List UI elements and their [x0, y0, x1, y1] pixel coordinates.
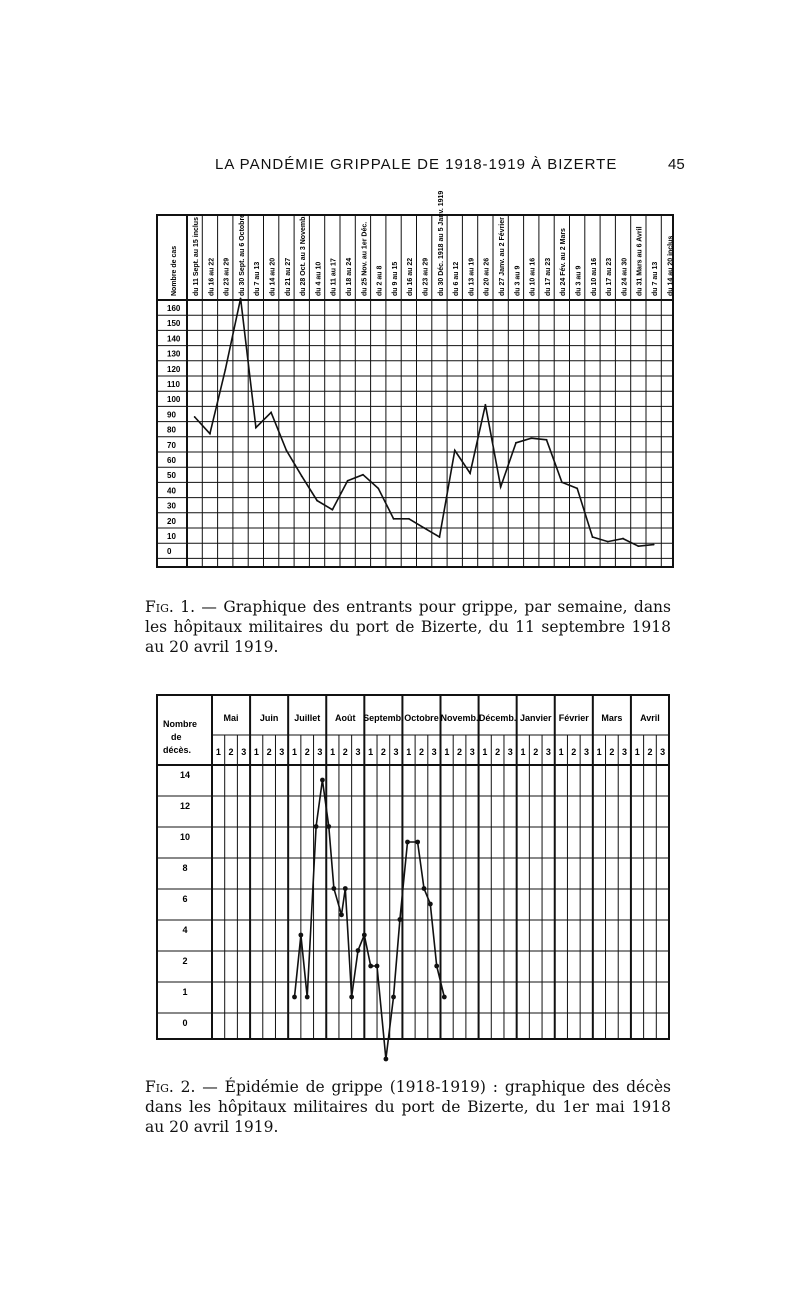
month-label: Mars	[601, 713, 623, 723]
y-tick-label: 100	[167, 395, 181, 405]
month-label: Août	[335, 713, 356, 723]
data-point	[442, 995, 447, 1000]
data-point	[439, 536, 441, 538]
data-point	[368, 964, 373, 969]
category-label: du 17 au 23	[544, 257, 552, 296]
category-label: du 3 au 9	[514, 265, 522, 296]
data-point	[349, 995, 354, 1000]
data-point	[653, 544, 655, 546]
category-label: du 2 au 8	[376, 265, 384, 296]
subdivision-label: 1	[558, 747, 564, 757]
month-label: Juillet	[294, 713, 321, 723]
data-point	[301, 475, 303, 477]
data-point	[397, 917, 402, 922]
subdivision-label: 1	[634, 747, 640, 757]
category-label: du 4 au 10	[315, 261, 323, 296]
data-point	[362, 933, 367, 938]
category-label: du 11 au 17	[330, 258, 338, 296]
subdivision-label: 1	[482, 747, 488, 757]
y-tick-label: 0	[182, 1018, 188, 1028]
month-label: Novemb.	[440, 713, 479, 723]
data-point	[320, 778, 325, 783]
data-point	[469, 472, 471, 474]
subdivision-label: 3	[622, 747, 628, 757]
data-point	[484, 404, 486, 406]
data-point	[561, 481, 563, 483]
data-point	[240, 298, 242, 300]
data-point	[454, 450, 456, 452]
y-tick-label: 90	[167, 410, 176, 420]
category-label: du 7 au 13	[254, 261, 262, 296]
category-label: du 16 au 22	[208, 257, 216, 296]
data-point	[326, 824, 331, 829]
data-point	[637, 545, 639, 547]
month-label: Décemb.	[478, 713, 517, 723]
y-tick-label: 130	[167, 349, 181, 359]
figure-1-chart	[0, 190, 800, 580]
category-label: du 23 au 29	[422, 257, 430, 296]
category-label: du 9 au 15	[391, 261, 399, 296]
y-tick-label: 140	[167, 334, 181, 344]
data-point	[331, 509, 333, 511]
data-point	[423, 527, 425, 529]
subdivision-label: 2	[647, 747, 653, 757]
subdivision-label: 1	[330, 747, 336, 757]
month-label: Février	[558, 713, 589, 723]
subdivision-label: 1	[520, 747, 526, 757]
y-axis-title: décès.	[163, 745, 192, 755]
subdivision-label: 1	[444, 747, 450, 757]
figure-2-caption-text: — Épidémie de grippe (1918-1919) : graphique des décès dans les hôpitaux militaires du port de Bizerte, du 1er mai 1918 au 20 avril 1919.	[145, 1078, 671, 1136]
data-point	[622, 538, 624, 540]
month-label: Mai	[223, 713, 239, 723]
category-label: du 21 au 27	[284, 257, 292, 296]
figure-1-caption	[145, 597, 671, 657]
category-label: du 28 Oct. au 3 Novemb.	[300, 214, 308, 296]
data-point	[408, 518, 410, 520]
data-point	[384, 1057, 389, 1062]
data-point	[316, 500, 318, 502]
subdivision-label: 3	[507, 747, 513, 757]
subdivision-label: 1	[368, 747, 374, 757]
subdivision-label: 2	[609, 747, 615, 757]
data-point	[343, 886, 348, 891]
category-label: du 17 au 23	[606, 257, 614, 296]
category-label: du 10 au 16	[529, 257, 537, 296]
subdivision-label: 2	[380, 747, 386, 757]
category-label: du 10 au 16	[590, 257, 598, 296]
data-point	[305, 995, 310, 1000]
category-label: du 30 Déc. 1918 au 5 Janv. 1919	[437, 190, 445, 296]
subdivision-label: 1	[292, 747, 298, 757]
y-tick-label: 30	[167, 501, 176, 511]
category-label: du 20 au 26	[483, 257, 491, 296]
category-label: du 30 Sept. au 6 Octobre	[238, 213, 246, 296]
subdivision-label: 2	[533, 747, 539, 757]
subdivision-label: 3	[393, 747, 399, 757]
y-tick-label: 10	[167, 532, 176, 541]
data-point	[270, 412, 272, 414]
category-label: du 23 au 29	[223, 257, 231, 296]
subdivision-label: 2	[495, 747, 501, 757]
subdivision-label: 3	[545, 747, 551, 757]
data-point	[356, 948, 361, 953]
data-point	[500, 486, 502, 488]
subdivision-label: 1	[596, 747, 602, 757]
y-tick-label: 40	[167, 486, 176, 496]
category-label: du 3 au 9	[575, 265, 583, 296]
month-label: Janvier	[519, 713, 552, 723]
figure-2-label: Fig. 2.	[145, 1078, 196, 1096]
category-label: du 11 Sept. au 15 inclus	[193, 217, 200, 296]
page-number: 45	[668, 156, 685, 173]
subdivision-label: 3	[279, 747, 285, 757]
data-point	[194, 416, 196, 418]
category-label: du 27 Janv. au 2 Février	[499, 217, 506, 296]
data-point	[415, 840, 420, 845]
subdivision-label: 2	[457, 747, 463, 757]
data-point	[286, 450, 288, 452]
subdivision-label: 3	[317, 747, 323, 757]
data-point	[314, 824, 319, 829]
data-point	[428, 902, 433, 907]
subdivision-label: 3	[469, 747, 475, 757]
y-tick-label: 160	[167, 304, 181, 313]
subdivision-label: 2	[571, 747, 577, 757]
category-label: du 14 au 20 inclus	[667, 235, 675, 296]
figure-1-label: Fig. 1.	[145, 598, 196, 616]
subdivision-label: 2	[266, 747, 272, 757]
subdivision-label: 1	[406, 747, 412, 757]
data-point	[362, 474, 364, 476]
y-tick-label: 2	[182, 956, 188, 966]
y-tick-label: 80	[167, 425, 176, 435]
y-axis-title: Nombre	[163, 719, 198, 729]
data-point	[331, 886, 336, 891]
figure-1-caption-text: — Graphique des entrants pour grippe, par semaine, dans les hôpitaux militaires du port de Bizerte, du 11 septembre 1918 au 20 avril 1919.	[145, 598, 671, 656]
subdivision-label: 2	[418, 747, 424, 757]
data-point	[224, 369, 226, 371]
y-tick-label: 110	[167, 380, 180, 389]
data-point	[434, 964, 439, 969]
page-header	[0, 156, 800, 180]
subdivision-label: 3	[583, 747, 589, 757]
data-point	[377, 488, 379, 490]
y-tick-label: 120	[167, 364, 181, 374]
y-tick-label: 1	[182, 987, 188, 997]
data-point	[393, 518, 395, 520]
y-tick-label: 14	[179, 770, 191, 780]
y-tick-label: 6	[182, 894, 188, 904]
data-point	[339, 912, 344, 917]
y-axis-title: de	[171, 732, 182, 742]
data-point	[347, 480, 349, 482]
category-label: du 24 au 30	[621, 257, 629, 296]
y-tick-label: 150	[167, 319, 181, 329]
figure-2-caption	[145, 1077, 671, 1137]
subdivision-label: 2	[228, 747, 234, 757]
data-point	[298, 933, 303, 938]
month-label: Octobre	[404, 713, 439, 723]
data-point	[546, 439, 548, 441]
data-point	[607, 541, 609, 543]
subdivision-label: 1	[253, 747, 259, 757]
data-point	[422, 886, 427, 891]
y-tick-label: 4	[182, 925, 188, 935]
category-label: du 16 au 22	[407, 257, 415, 296]
category-label: du 31 Mars au 6 Avril	[636, 226, 644, 296]
data-point	[592, 536, 594, 538]
y-tick-label: 12	[179, 801, 191, 811]
month-label: Septemb.	[363, 713, 404, 723]
subdivision-label: 3	[431, 747, 437, 757]
month-label: Avril	[640, 713, 660, 723]
data-point	[576, 488, 578, 490]
y-tick-label: 50	[167, 471, 176, 481]
subdivision-label: 3	[355, 747, 361, 757]
data-point	[209, 433, 211, 435]
category-label: du 13 au 19	[468, 257, 476, 296]
data-point	[515, 442, 517, 444]
y-tick-label: 0	[167, 547, 172, 557]
data-point	[375, 964, 380, 969]
subdivision-label: 3	[241, 747, 247, 757]
y-tick-label: 10	[179, 832, 191, 842]
category-label: du 18 au 24	[346, 257, 353, 296]
subdivision-label: 2	[342, 747, 348, 757]
data-point	[391, 995, 396, 1000]
y-axis-title: Nombre de cas	[171, 245, 178, 296]
y-tick-label: 20	[167, 516, 176, 526]
category-label: du 7 au 13	[652, 261, 659, 296]
category-label: du 14 au 20	[269, 257, 277, 296]
data-point	[292, 995, 297, 1000]
y-tick-label: 70	[167, 440, 176, 450]
data-point	[255, 427, 257, 429]
y-tick-label: 60	[167, 456, 176, 465]
category-label: du 25 Nov. au 1er Déc.	[361, 221, 369, 296]
subdivision-label: 3	[660, 747, 666, 757]
month-label: Juin	[259, 713, 279, 723]
y-tick-label: 8	[182, 863, 188, 873]
category-label: du 24 Fév. au 2 Mars	[560, 228, 568, 296]
subdivision-label: 2	[304, 747, 310, 757]
subdivision-label: 1	[215, 747, 221, 757]
category-label: du 6 au 12	[453, 261, 461, 296]
data-point	[405, 840, 410, 845]
data-point	[530, 437, 532, 439]
running-title: LA PANDÉMIE GRIPPALE DE 1918-1919 À BIZERTE	[215, 156, 618, 173]
figure-2-chart	[0, 688, 800, 1058]
